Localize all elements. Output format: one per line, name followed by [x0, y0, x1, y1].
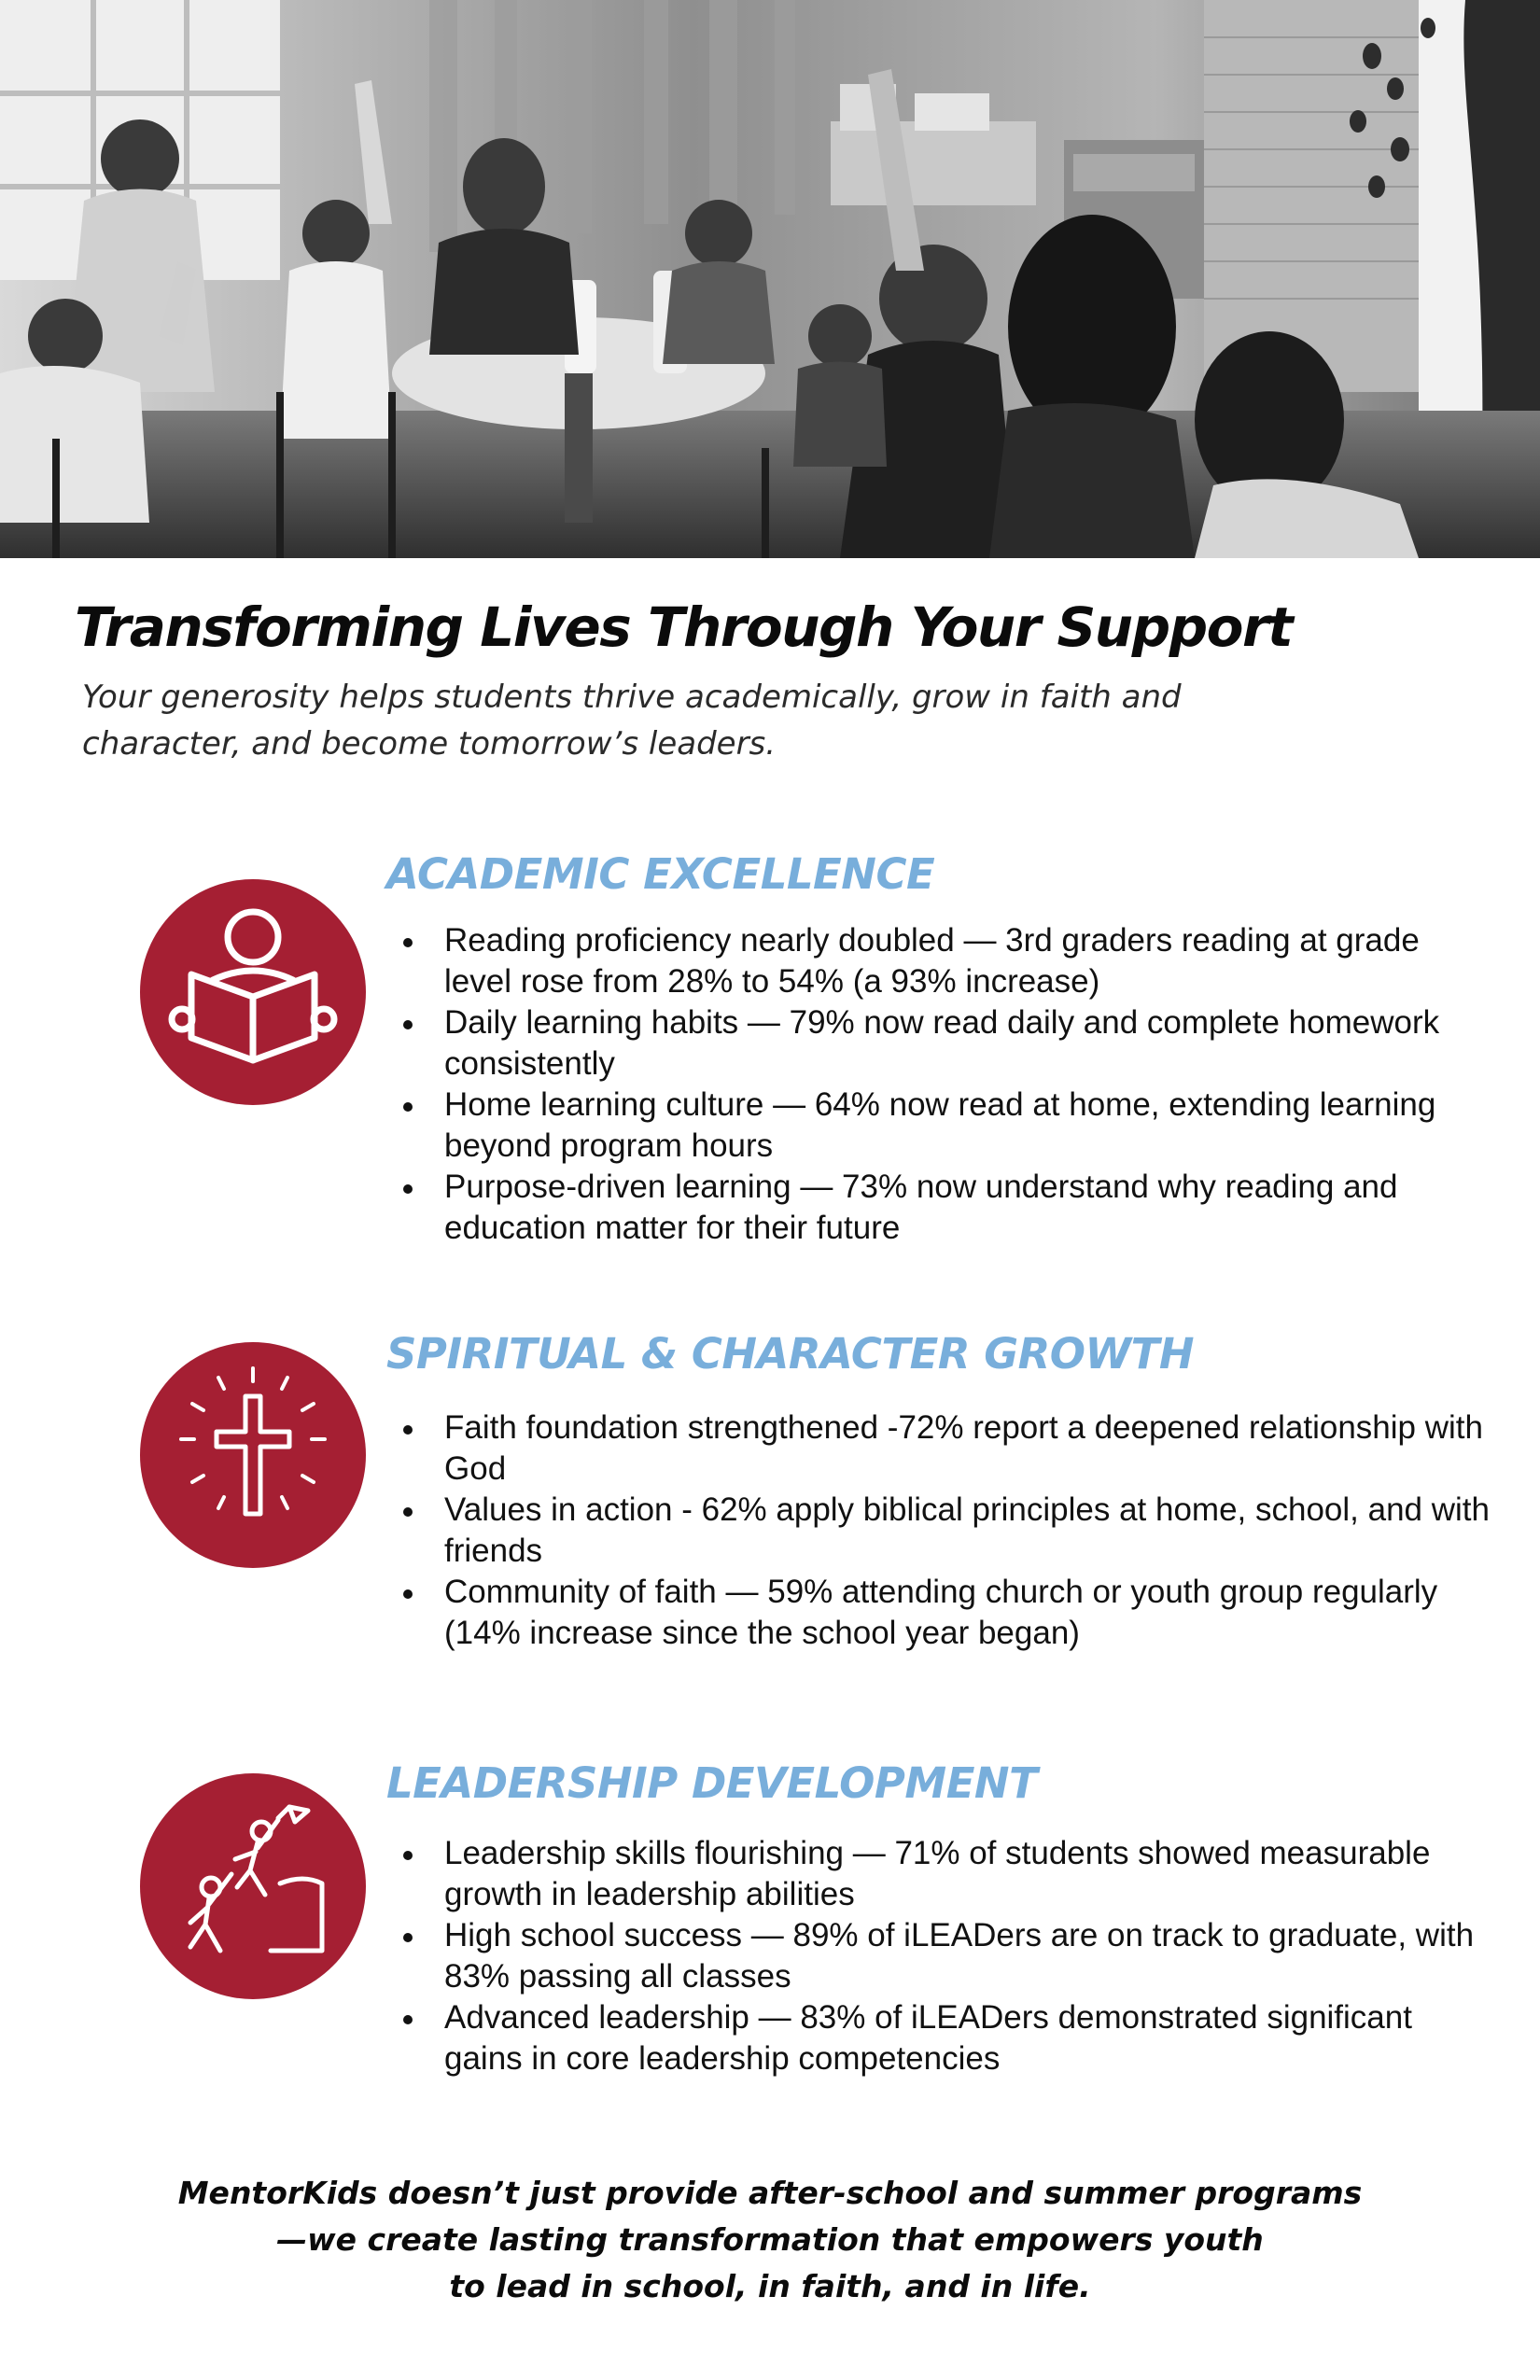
page-title: Transforming Lives Through Your Support [75, 595, 1293, 659]
list-item: Purpose-driven learning — 73% now understand why reading and education matter for their future [403, 1167, 1495, 1249]
list-item: Leadership skills flourishing — 71% of students showed measurable growth in leadership abilities [403, 1833, 1495, 1915]
closing-line: to lead in school, in faith, and in life. [449, 2268, 1091, 2304]
closing-line: —we create lasting transformation that empowers youth [276, 2221, 1264, 2258]
page-subtitle [82, 674, 1370, 767]
bullet-list [403, 920, 1495, 1249]
reading-child-icon [140, 879, 366, 1105]
list-item: Daily learning habits — 79% now read daily and complete homework consistently [403, 1002, 1495, 1085]
closing-line: MentorKids doesn’t just provide after-school and summer programs [177, 2175, 1363, 2211]
climbing-figures-icon [140, 1773, 366, 1999]
section-heading: LEADERSHIP DEVELOPMENT [386, 1758, 1038, 1808]
list-item: Values in action - 62% apply biblical principles at home, school, and with friends [403, 1490, 1495, 1572]
classroom-photo [0, 0, 1540, 558]
bullet-list [403, 1407, 1495, 1654]
hero-photo [0, 0, 1540, 558]
closing-statement [0, 2170, 1540, 2310]
subtitle-line: Your generosity helps students thrive academically, grow in faith and [82, 679, 1182, 716]
list-item: Faith foundation strengthened -72% report a deepened relationship with God [403, 1407, 1495, 1490]
subtitle-line: character, and become tomorrow’s leaders. [82, 725, 777, 763]
list-item: Reading proficiency nearly doubled — 3rd graders reading at grade level rose from 28% to 54% (a 93% increase) [403, 920, 1495, 1002]
list-item: Home learning culture — 64% now read at home, extending learning beyond program hours [403, 1085, 1495, 1167]
cross-icon [140, 1342, 366, 1568]
section-heading: ACADEMIC EXCELLENCE [386, 849, 935, 899]
list-item: High school success — 89% of iLEADers are on track to graduate, with 83% passing all classes [403, 1915, 1495, 1997]
list-item: Advanced leadership — 83% of iLEADers demonstrated significant gains in core leadership competencies [403, 1997, 1495, 2079]
section-heading: SPIRITUAL & CHARACTER GROWTH [386, 1329, 1195, 1379]
bullet-list [403, 1833, 1495, 2079]
list-item: Community of faith — 59% attending church or youth group regularly (14% increase since the school year began) [403, 1572, 1495, 1654]
